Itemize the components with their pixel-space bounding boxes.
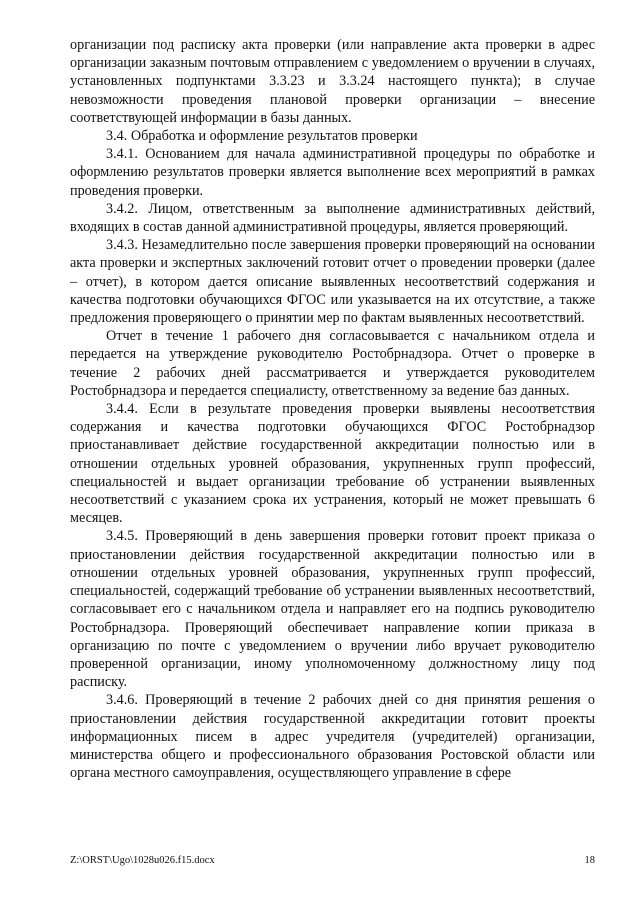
paragraph-report: Отчет в течение 1 рабочего дня согласовывается с начальником отдела и передается на утверждение руководителю Ростобрнадзора. Отчет о проверке в течение 2 рабочих дней рассматривается и утверждается руководителем Ростобрнадзора и передается специалисту, ответственному за ведение баз данных. [70, 328, 595, 399]
paragraph-continuation: организации под расписку акта проверки (или направление акта проверки в адрес организации заказным почтовым отправлением с уведомлением о вручении в случаях, установленных подпунктами 3.3.23 и 3.3.24 настоящего пункта); в случае невозможности проведения плановой проверки организации – внесение соответствующей информации в базы данных. [70, 37, 595, 126]
paragraph-3-4-6: 3.4.6. Проверяющий в течение 2 рабочих дней со дня принятия решения о приостановлении действия государственной аккредитации готовит проекты информационных писем в адрес учредителя (учредителей) организации, министерства общего и профессионального образования Ростовской области или органа местного самоуправления, осуществляющего управление в сфере [70, 692, 595, 782]
footer-file-path: Z:\ORST\Ugo\1028u026.f15.docx [70, 855, 215, 866]
paragraph-3-4-5: 3.4.5. Проверяющий в день завершения проверки готовит проект приказа о приостановлении действия государственной аккредитации полностью или в отношении отдельных уровней образования, укрупненных групп профессий, специальностей, содержащий требование об устранении выявленных несоответствий, согласовывает его с начальником отдела и направляет его на подпись руководителю Ростобрнадзора. Проверяющий обеспечивает направление копии приказа в организацию по почте с уведомлением о вручении либо вручает руководителю проверенной организации, иному уполномоченному должностному лицу под расписку. [70, 528, 595, 691]
page-number: 18 [584, 855, 595, 866]
document-page [70, 36, 595, 782]
paragraph-3-4-2: 3.4.2. Лицом, ответственным за выполнение административных действий, входящих в состав данной административной процедуры, является проверяющий. [70, 200, 595, 236]
page-footer [70, 855, 595, 867]
paragraph-3-4-1: 3.4.1. Основанием для начала административной процедуры по обработке и оформлению результатов проверки является выполнение всех мероприятий в рамках проведения проверки. [70, 146, 595, 199]
paragraph-3-4-4: 3.4.4. Если в результате проведения проверки выявлены несоответствия содержания и качества подготовки обучающихся ФГОС Ростобрнадзор приостанавливает действие государственной аккредитации полностью или в отношении отдельных уровней образования, укрупненных групп профессий, специальностей и выдает организации требование об устранении выявленных несоответствий с указанием срока их устранения, который не может превышать 6 месяцев. [70, 401, 595, 527]
section-heading-3-4: 3.4. Обработка и оформление результатов проверки [106, 128, 418, 145]
paragraph-3-4-3: 3.4.3. Незамедлительно после завершения проверки проверяющий на основании акта проверки и экспертных заключений готовит отчет о проведении проверки (далее – отчет), в котором дается описание выявленных несоответствий содержания и качества подготовки обучающихся ФГОС или указывается на их отсутствие, а также предложения проверяющего о принятии мер по фактам выявленных несоответствий. [70, 237, 595, 327]
